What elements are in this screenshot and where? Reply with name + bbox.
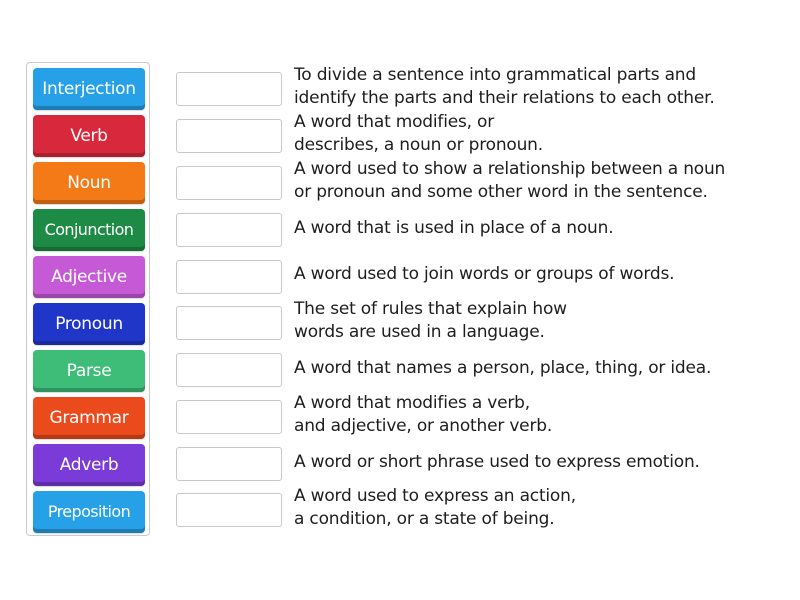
drop-slot[interactable]: [176, 493, 282, 527]
drop-slot[interactable]: [176, 353, 282, 387]
clue-line: A word that is used in place of a noun.: [294, 217, 614, 238]
clue-line: The set of rules that explain how: [294, 299, 567, 319]
clue-line: or pronoun and some other word in the sentence.: [294, 182, 708, 202]
clue-line: describes, a noun or pronoun.: [294, 135, 543, 155]
tile-adverb[interactable]: Adverb: [33, 444, 145, 486]
clue-line: A word used to show a relationship between a noun: [294, 159, 726, 179]
drop-slot[interactable]: [176, 119, 282, 153]
clue-line: A word that names a person, place, thing, or idea.: [294, 357, 712, 378]
clue-line: To divide a sentence into grammatical parts and: [294, 65, 696, 85]
tile-grammar[interactable]: Grammar: [33, 397, 145, 439]
clue-line: A word that modifies, or: [294, 112, 495, 132]
clue-text: [294, 64, 794, 110]
word-bank: [26, 62, 150, 536]
drop-slot[interactable]: [176, 72, 282, 106]
drop-slot[interactable]: [176, 213, 282, 247]
clue-text: [294, 439, 794, 485]
clue-text: [294, 392, 794, 438]
clue-line: identify the parts and their relations to each other.: [294, 88, 715, 108]
drop-slot[interactable]: [176, 166, 282, 200]
clue-line: a condition, or a state of being.: [294, 509, 555, 529]
clue-text: [294, 158, 794, 204]
drop-slot[interactable]: [176, 306, 282, 340]
clue-text: [294, 298, 794, 344]
tile-parse[interactable]: Parse: [33, 350, 145, 392]
tile-pronoun[interactable]: Pronoun: [33, 303, 145, 345]
drop-slot[interactable]: [176, 260, 282, 294]
tile-verb[interactable]: Verb: [33, 115, 145, 157]
clue-text: [294, 485, 794, 531]
clue-line: A word that modifies a verb,: [294, 393, 530, 413]
clue-text: [294, 251, 794, 297]
clue-text: [294, 205, 794, 251]
clue-line: A word used to join words or groups of words.: [294, 263, 675, 284]
tile-noun[interactable]: Noun: [33, 162, 145, 204]
drop-slot[interactable]: [176, 400, 282, 434]
tile-adjective[interactable]: Adjective: [33, 256, 145, 298]
clue-text: [294, 111, 794, 157]
drop-slot[interactable]: [176, 447, 282, 481]
clue-line: A word or short phrase used to express emotion.: [294, 451, 700, 472]
clue-text: [294, 345, 794, 391]
clue-line: and adjective, or another verb.: [294, 416, 553, 436]
tile-conjunction[interactable]: Conjunction: [33, 209, 145, 251]
tile-preposition[interactable]: Preposition: [33, 491, 145, 533]
clue-line: words are used in a language.: [294, 322, 545, 342]
clue-line: A word used to express an action,: [294, 486, 576, 506]
tile-interjection[interactable]: Interjection: [33, 68, 145, 110]
